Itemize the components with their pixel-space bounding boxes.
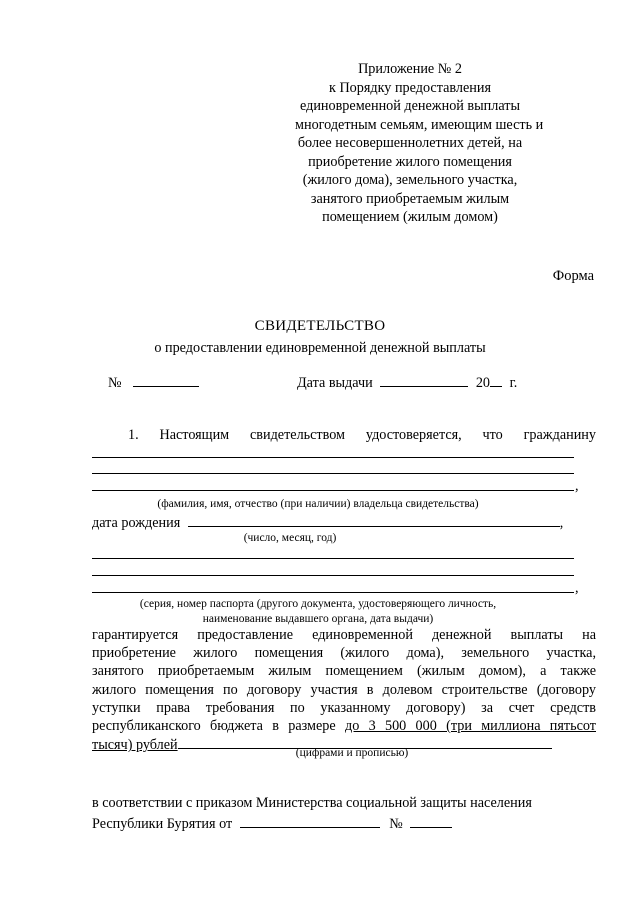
order-date-label: Республики Бурятия от	[92, 816, 233, 832]
year-suffix: г.	[509, 375, 518, 391]
birth-date-field[interactable]	[188, 513, 560, 527]
budget-text: республиканского бюджета в размере	[92, 718, 345, 735]
passport-line-2[interactable]	[92, 575, 574, 576]
order-line-1: в соответствии с приказом Министерства социальной защиты населения	[92, 795, 532, 811]
order-number-label: №	[389, 816, 403, 832]
passport-caption-1: (серия, номер паспорта (другого документа, удостоверяющего личность,	[139, 598, 497, 610]
year-field[interactable]	[490, 373, 502, 387]
owner-name-line-2[interactable]	[92, 473, 574, 474]
document-subtitle: о предоставлении единовременной денежной выплаты	[154, 340, 486, 356]
comma: ,	[575, 478, 579, 494]
amount-text: до 3 500 000 (три миллиона пятьсот	[345, 718, 596, 735]
order-date-field[interactable]	[240, 814, 380, 828]
order-number-field[interactable]	[410, 814, 452, 828]
issue-date-label: Дата выдачи	[297, 375, 373, 391]
appendix-line: единовременной денежной выплаты	[300, 98, 520, 114]
birth-date-label: дата рождения	[92, 515, 181, 531]
appendix-line: приобретение жилого помещения	[308, 153, 512, 170]
budget-line	[92, 717, 596, 735]
form-label: Форма	[552, 268, 594, 284]
section1-intro: 1. Настоящим свидетельством удостоверяется, что гражданину	[128, 427, 596, 443]
passport-line-3[interactable]	[92, 592, 574, 593]
birth-date-caption: (число, месяц, год)	[243, 532, 337, 544]
body-line: занятого приобретаемым жилым помещением (жилым домом), а также	[92, 663, 596, 680]
passport-line-1[interactable]	[92, 558, 574, 559]
issue-date-field[interactable]	[380, 373, 468, 387]
guarantee-paragraph	[92, 626, 596, 754]
order-line-2	[92, 814, 452, 833]
appendix-line: к Порядку предоставления	[329, 79, 491, 96]
appendix-line: занятого приобретаемым жилым	[310, 190, 510, 207]
year-prefix: 20	[475, 375, 491, 391]
appendix-line: более несовершеннолетних детей, на	[297, 135, 523, 151]
appendix-line: Приложение № 2	[358, 61, 462, 77]
appendix-line: (жилого дома), земельного участка,	[302, 172, 518, 188]
body-line: гарантируется предоставление единовременной денежной выплаты на	[92, 627, 596, 643]
birth-date-row: дата рождения ,	[92, 515, 564, 531]
owner-caption: (фамилия, имя, отчество (при наличии) владельца свидетельства)	[157, 498, 479, 510]
number-label: №	[108, 375, 122, 391]
comma: ,	[575, 580, 579, 596]
issue-date-row	[297, 373, 517, 392]
appendix-line: многодетным семьям, имеющим шесть и	[295, 116, 544, 133]
certificate-number-field[interactable]	[133, 373, 199, 387]
body-line: жилого помещения по договору участия в долевом строительстве (договору	[92, 681, 596, 698]
body-line: уступки права требования по указанному договору) за счет средств	[92, 699, 596, 716]
owner-name-line-1[interactable]	[92, 457, 574, 458]
appendix-line: помещением (жилым домом)	[322, 209, 498, 225]
certificate-number-row	[108, 373, 199, 392]
owner-name-line-3[interactable]	[92, 490, 574, 491]
amount-caption: (цифрами и прописью)	[295, 747, 409, 759]
appendix-header	[295, 60, 544, 227]
passport-caption-2: наименование выдавшего органа, дата выдачи)	[202, 613, 434, 625]
amount-text-2: тысяч) рублей	[92, 737, 178, 754]
body-line: приобретение жилого помещения (жилого дома), земельного участка,	[92, 645, 596, 662]
document-title: СВИДЕТЕЛЬСТВО	[254, 318, 386, 334]
